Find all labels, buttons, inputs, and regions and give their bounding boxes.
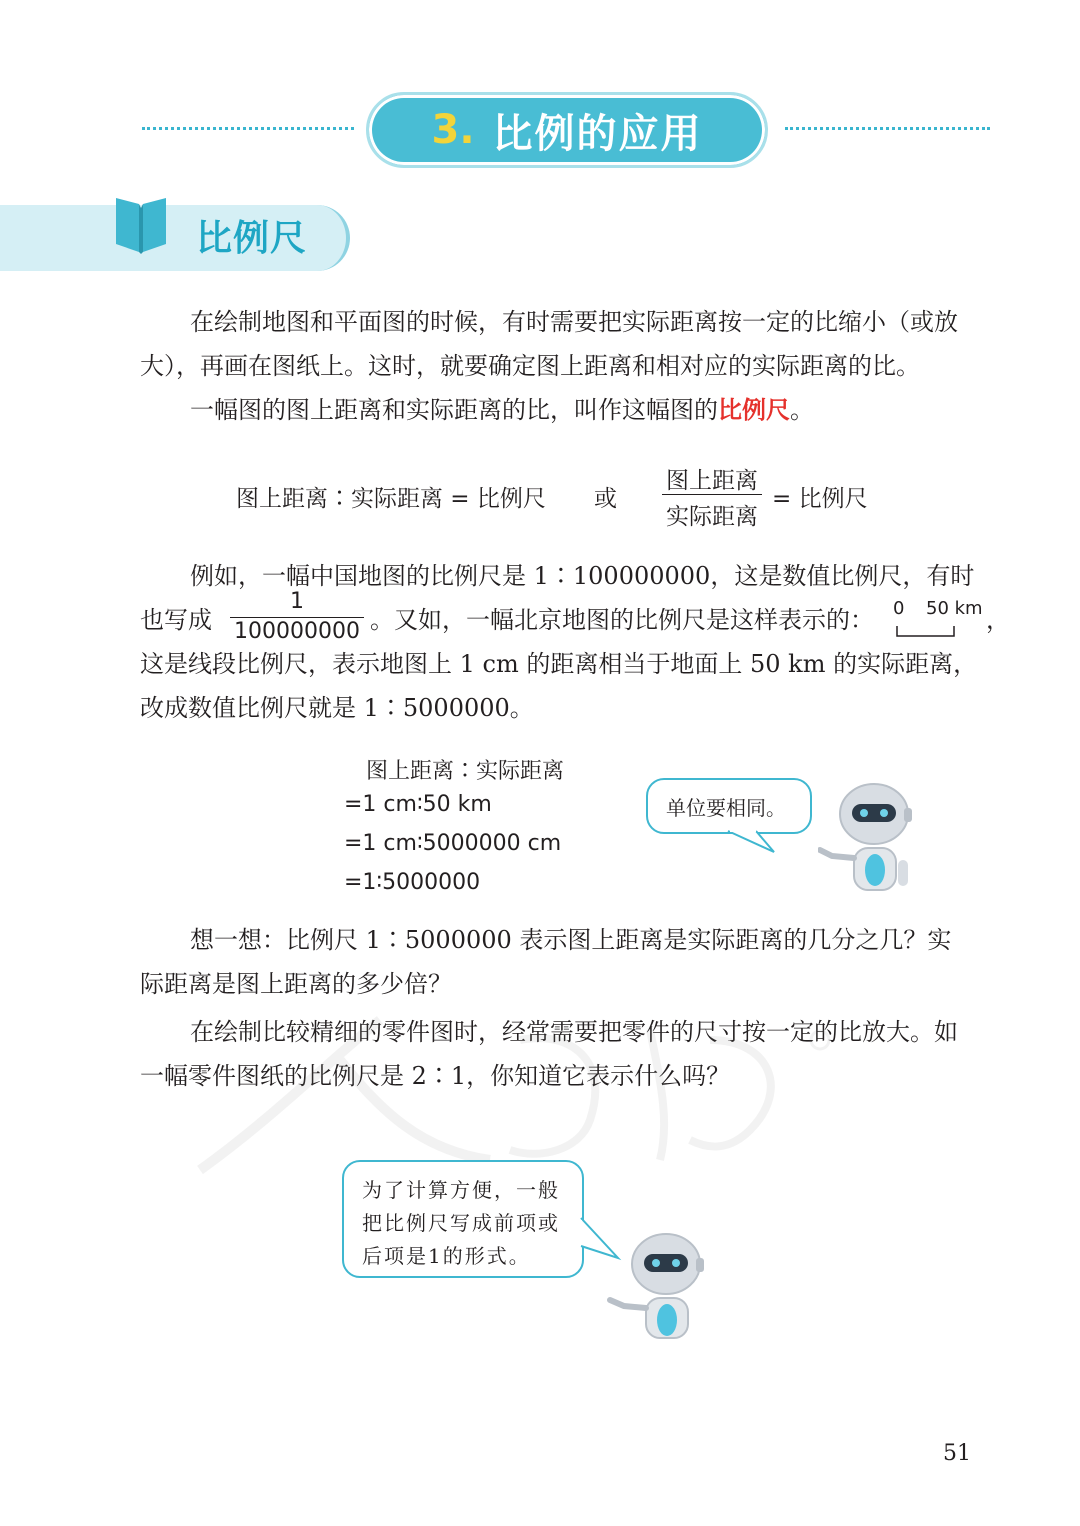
example-line-2-suffix: 。又如，一幅北京地图的比例尺是这样表示的： [370,606,874,634]
example-line-4: 改成数值比例尺就是 1∶5000000。 [140,694,534,722]
calc-step-3: =1∶5000000 [344,870,481,895]
enlarge-line-1: 在绘制比较精细的零件图时，经常需要把零件的尺寸按一定的比放大。如 [190,1018,958,1046]
line-scale-bar [896,624,958,638]
open-book-icon [112,192,170,256]
calc-step-2: =1 cm∶5000000 cm [344,831,562,856]
chapter-title-banner [366,92,768,168]
term-scale: 比例尺 [718,395,790,424]
chapter-title: 比例的应用 [492,110,703,157]
speech-bubble-tip [342,1160,584,1278]
definition-end: 。 [790,396,814,424]
chapter-number: 3. [431,107,475,153]
definition-text: 一幅图的图上距离和实际距离的比，叫作这幅图的 [190,396,718,424]
example-fraction-numerator: 1 [290,589,304,614]
formula-numerator: 图上距离 [666,468,758,494]
speech-bubble-tip-line-3: 后项是1的形式。 [362,1244,531,1268]
definition-paragraph [140,388,990,432]
intro-line-2: 大），再画在图纸上。这时，就要确定图上距离和相对应的实际距离的比。 [140,352,920,380]
formula-denominator: 实际距离 [666,504,758,530]
example-fraction-bar [230,617,364,618]
think-line-2: 际距离是图上距离的多少倍？ [140,970,452,998]
header-dots-left [142,127,354,130]
line-scale-zero: 0 [893,598,905,619]
example-line-3: 这是线段比例尺，表示地图上 1 cm 的距离相当于地面上 50 km 的实际距离， [140,650,978,678]
speech-bubble-units [646,778,812,834]
formula-ratio: 图上距离∶实际距离 = 比例尺 [236,486,546,512]
example-line-2-end: ， [986,606,1010,634]
speech-bubble-tail [726,830,778,854]
formula-result: = 比例尺 [772,486,868,512]
line-scale-label: 50 km [926,598,983,619]
example-fraction-denominator: 100000000 [234,619,360,644]
speech-bubble-tip-line-1: 为了计算方便，一般 [362,1178,560,1202]
example-line-1: 例如，一幅中国地图的比例尺是 1∶100000000，这是数值比例尺，有时 [190,562,975,590]
section-title: 比例尺 [196,218,308,259]
calc-head: 图上距离∶实际距离 [366,759,565,784]
publisher-watermark [190,1000,830,1180]
speech-bubble-units-text: 单位要相同。 [666,796,786,820]
think-line-1: 想一想：比例尺 1∶5000000 表示图上距离是实际距离的几分之几？实 [190,926,952,954]
formula-fraction-bar [662,494,762,495]
example-line-2-prefix: 也写成 [140,606,212,634]
enlarge-line-2: 一幅零件图纸的比例尺是 2∶1，你知道它表示什么吗？ [140,1062,731,1090]
speech-bubble-tip-line-2: 把比例尺写成前项或 [362,1211,560,1235]
calc-step-1: =1 cm∶50 km [344,792,492,817]
formula-or: 或 [594,486,617,512]
page-number: 51 [943,1441,971,1466]
robot-icon [606,1228,706,1340]
header-dots-right [785,127,990,130]
intro-line-1: 在绘制地图和平面图的时候，有时需要把实际距离按一定的比缩小（或放 [190,308,958,336]
robot-icon [818,780,918,892]
